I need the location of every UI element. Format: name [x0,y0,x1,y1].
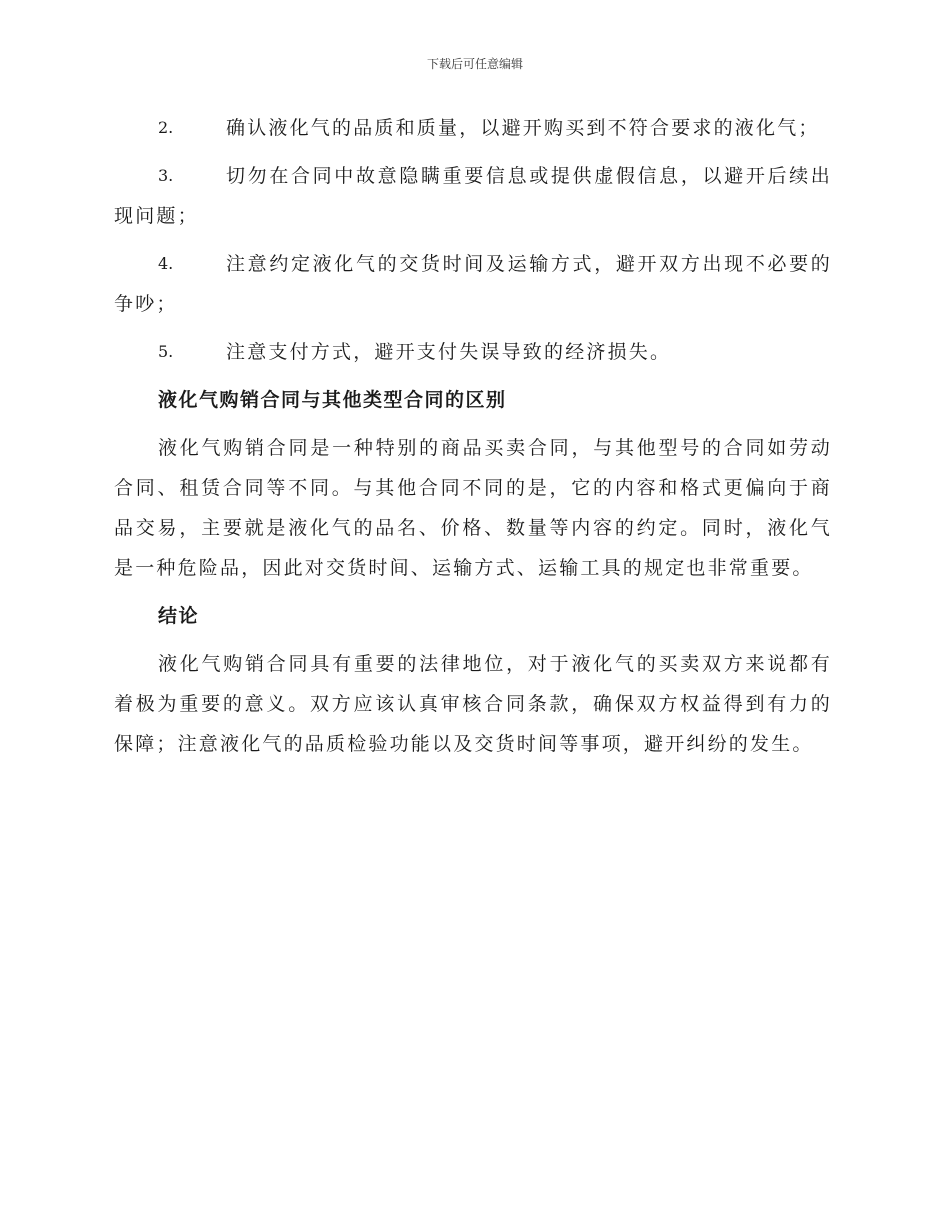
list-item [114,156,832,236]
list-item [114,108,832,148]
list-item-text: 切勿在合同中故意隐瞒重要信息或提供虚假信息，以避开后续出现问题； [114,165,832,227]
section-heading-differences: 液化气购销合同与其他类型合同的区别 [158,389,507,411]
list-item-number: 3. [158,166,174,185]
list-item-text: 注意约定液化气的交货时间及运输方式，避开双方出现不必要的争吵； [114,253,832,315]
section-heading-conclusion: 结论 [158,605,200,627]
list-item-number: 4. [158,254,174,273]
document-body [114,108,832,772]
list-item-number: 5. [158,342,174,361]
list-item-number: 2. [158,118,174,137]
list-item [114,332,832,372]
list-item-text: 注意支付方式，避开支付失误导致的经济损失。 [226,341,672,363]
page-header: 下载后可任意编辑 [426,57,523,71]
section-paragraph-conclusion: 液化气购销合同具有重要的法律地位，对于液化气的买卖双方来说都有着极为重要的意义。双方应该认真审核合同条款，确保双方权益得到有力的保障；注意液化气的品质检验功能以及交货时间等事项，避开纠纷的发生。 [114,653,832,755]
section-paragraph-differences: 液化气购销合同是一种特别的商品买卖合同，与其他型号的合同如劳动合同、租赁合同等不同。与其他合同不同的是，它的内容和格式更偏向于商品交易，主要就是液化气的品名、价格、数量等内容的约定。同时，液化气是一种危险品，因此对交货时间、运输方式、运输工具的规定也非常重要。 [114,437,832,579]
list-item-text: 确认液化气的品质和质量，以避开购买到不符合要求的液化气； [226,117,820,139]
list-item [114,244,832,324]
